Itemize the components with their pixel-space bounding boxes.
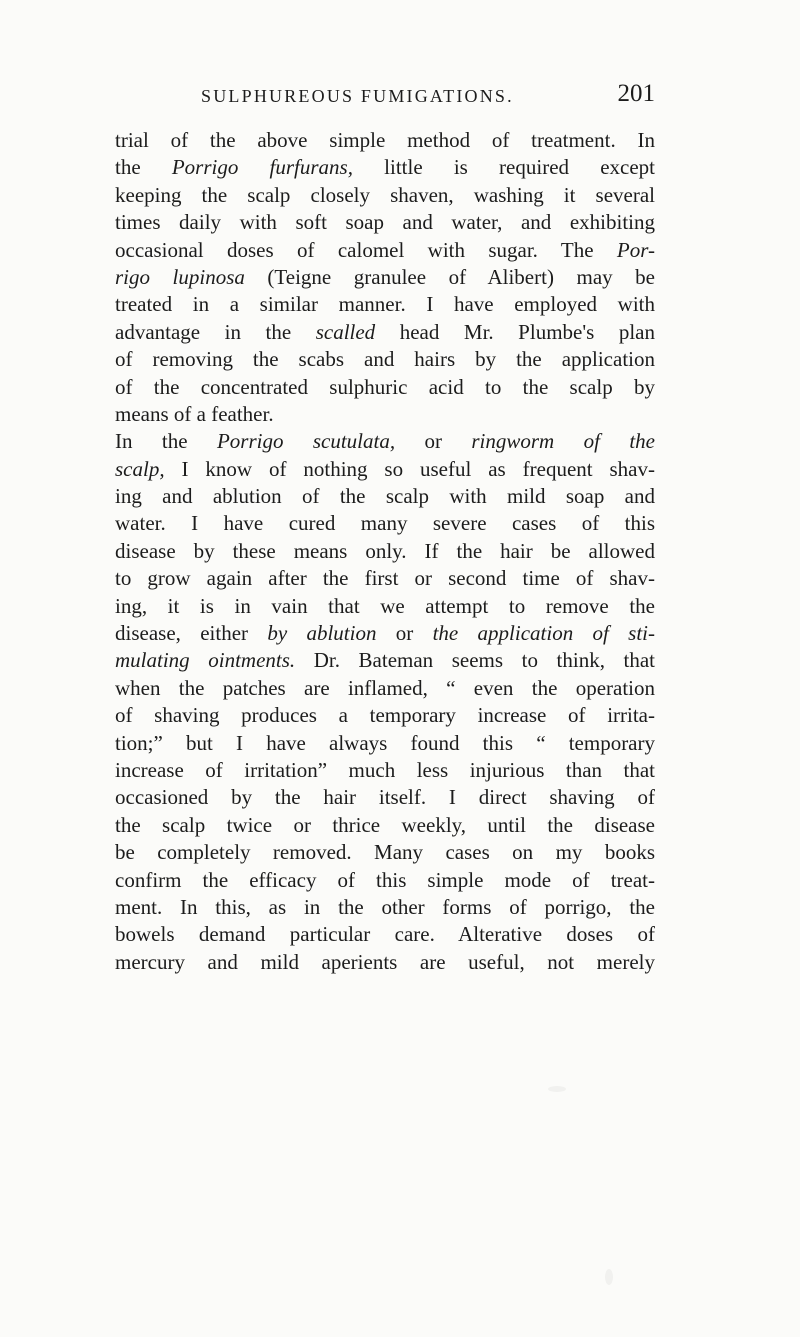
text-line <box>115 867 655 894</box>
italic-text-run: ringworm of the <box>471 429 655 454</box>
italic-text-run: Porrigo scutulata, <box>216 429 396 454</box>
text-line <box>115 237 655 264</box>
text-line <box>115 702 655 729</box>
italic-text-run: the application of sti- <box>432 621 656 646</box>
page-number: 201 <box>617 80 655 107</box>
text-line <box>115 812 655 839</box>
text-line <box>115 620 655 647</box>
text-run: head Mr. Plumbe's plan <box>375 319 655 344</box>
text-run: (Teigne granulee of Alibert) may be <box>244 264 655 289</box>
text-run: advantage in the <box>115 319 316 344</box>
text-run: water. I have cured many severe cases of this <box>115 511 655 536</box>
text-run: be completely removed. Many cases on my books <box>115 840 655 865</box>
page-header <box>115 82 655 112</box>
text-line <box>115 894 655 921</box>
text-line <box>115 456 655 483</box>
italic-text-run: Por- <box>616 237 655 262</box>
text-run: keeping the scalp closely shaven, washing it several <box>115 182 655 207</box>
text-line <box>115 483 655 510</box>
text-line <box>115 757 655 784</box>
text-line <box>115 154 655 181</box>
text-run: treated in a similar manner. I have employed with <box>115 292 655 317</box>
text-run: disease, either <box>115 621 268 646</box>
text-line <box>115 291 655 318</box>
text-line <box>115 949 655 976</box>
text-run: confirm the efficacy of this simple mode of treat- <box>115 867 655 892</box>
paper-smudge <box>605 1269 613 1285</box>
text-run: of the concentrated sulphuric acid to the scalp by <box>115 374 655 399</box>
text-run: In the <box>115 429 217 454</box>
italic-text-run: by ablution <box>267 621 377 646</box>
text-line <box>115 319 655 346</box>
italic-text-run: rigo lupinosa <box>115 264 245 289</box>
text-line <box>115 675 655 702</box>
text-line <box>115 428 655 455</box>
running-title: SULPHUREOUS FUMIGATIONS. <box>201 86 514 106</box>
text-run: means of a feather. <box>115 401 274 426</box>
text-run: of shaving produces a temporary increase of irrita- <box>115 703 655 728</box>
text-run: when the patches are inflamed, “ even the operation <box>115 675 655 700</box>
text-run: ment. In this, as in the other forms of porrigo, the <box>115 894 655 919</box>
text-line <box>115 401 655 428</box>
text-run: disease by these means only. If the hair be allowed <box>115 538 655 563</box>
text-run: Dr. Bateman seems to think, that <box>295 648 655 673</box>
text-run: mercury and mild aperients are useful, not merely <box>115 949 655 974</box>
text-line <box>115 264 655 291</box>
text-line <box>115 346 655 373</box>
text-run: ing and ablution of the scalp with mild soap and <box>115 484 655 509</box>
text-run: trial of the above simple method of treatment. In <box>115 128 655 152</box>
text-run: to grow again after the first or second time of shav- <box>115 566 655 591</box>
text-line <box>115 730 655 757</box>
text-line <box>115 209 655 236</box>
text-run: the scalp twice or thrice weekly, until the disease <box>115 812 655 837</box>
italic-text-run: scalled <box>315 319 376 344</box>
text-line <box>115 784 655 811</box>
italic-text-run: Porrigo furfurans, <box>171 155 353 180</box>
text-run: occasioned by the hair itself. I direct shaving of <box>115 785 655 810</box>
text-run: of removing the scabs and hairs by the application <box>115 347 655 372</box>
text-run: or <box>376 621 433 646</box>
text-line <box>115 565 655 592</box>
text-run: bowels demand particular care. Alterative doses of <box>115 922 655 947</box>
text-run: or <box>395 429 472 454</box>
text-run: little is required except <box>352 155 655 180</box>
text-line <box>115 921 655 948</box>
text-run: times daily with soft soap and water, and exhibiting <box>115 210 655 235</box>
text-line <box>115 182 655 209</box>
text-line <box>115 538 655 565</box>
text-run: ing, it is in vain that we attempt to remove the <box>115 593 655 618</box>
paper-smudge <box>548 1086 566 1092</box>
text-run: the <box>115 155 172 180</box>
text-line <box>115 127 655 154</box>
text-run: increase of irritation” much less injurious than that <box>115 757 655 782</box>
text-run: occasional doses of calomel with sugar. The <box>115 237 617 262</box>
text-line <box>115 593 655 620</box>
italic-text-run: scalp, <box>115 456 165 481</box>
text-line <box>115 374 655 401</box>
text-line <box>115 839 655 866</box>
body-text <box>115 127 655 976</box>
text-run: I know of nothing so useful as frequent shav- <box>164 456 655 481</box>
italic-text-run: mulating ointments. <box>115 648 296 673</box>
text-run: tion;” but I have always found this “ temporary <box>115 730 655 755</box>
text-line <box>115 647 655 674</box>
text-line <box>115 510 655 537</box>
